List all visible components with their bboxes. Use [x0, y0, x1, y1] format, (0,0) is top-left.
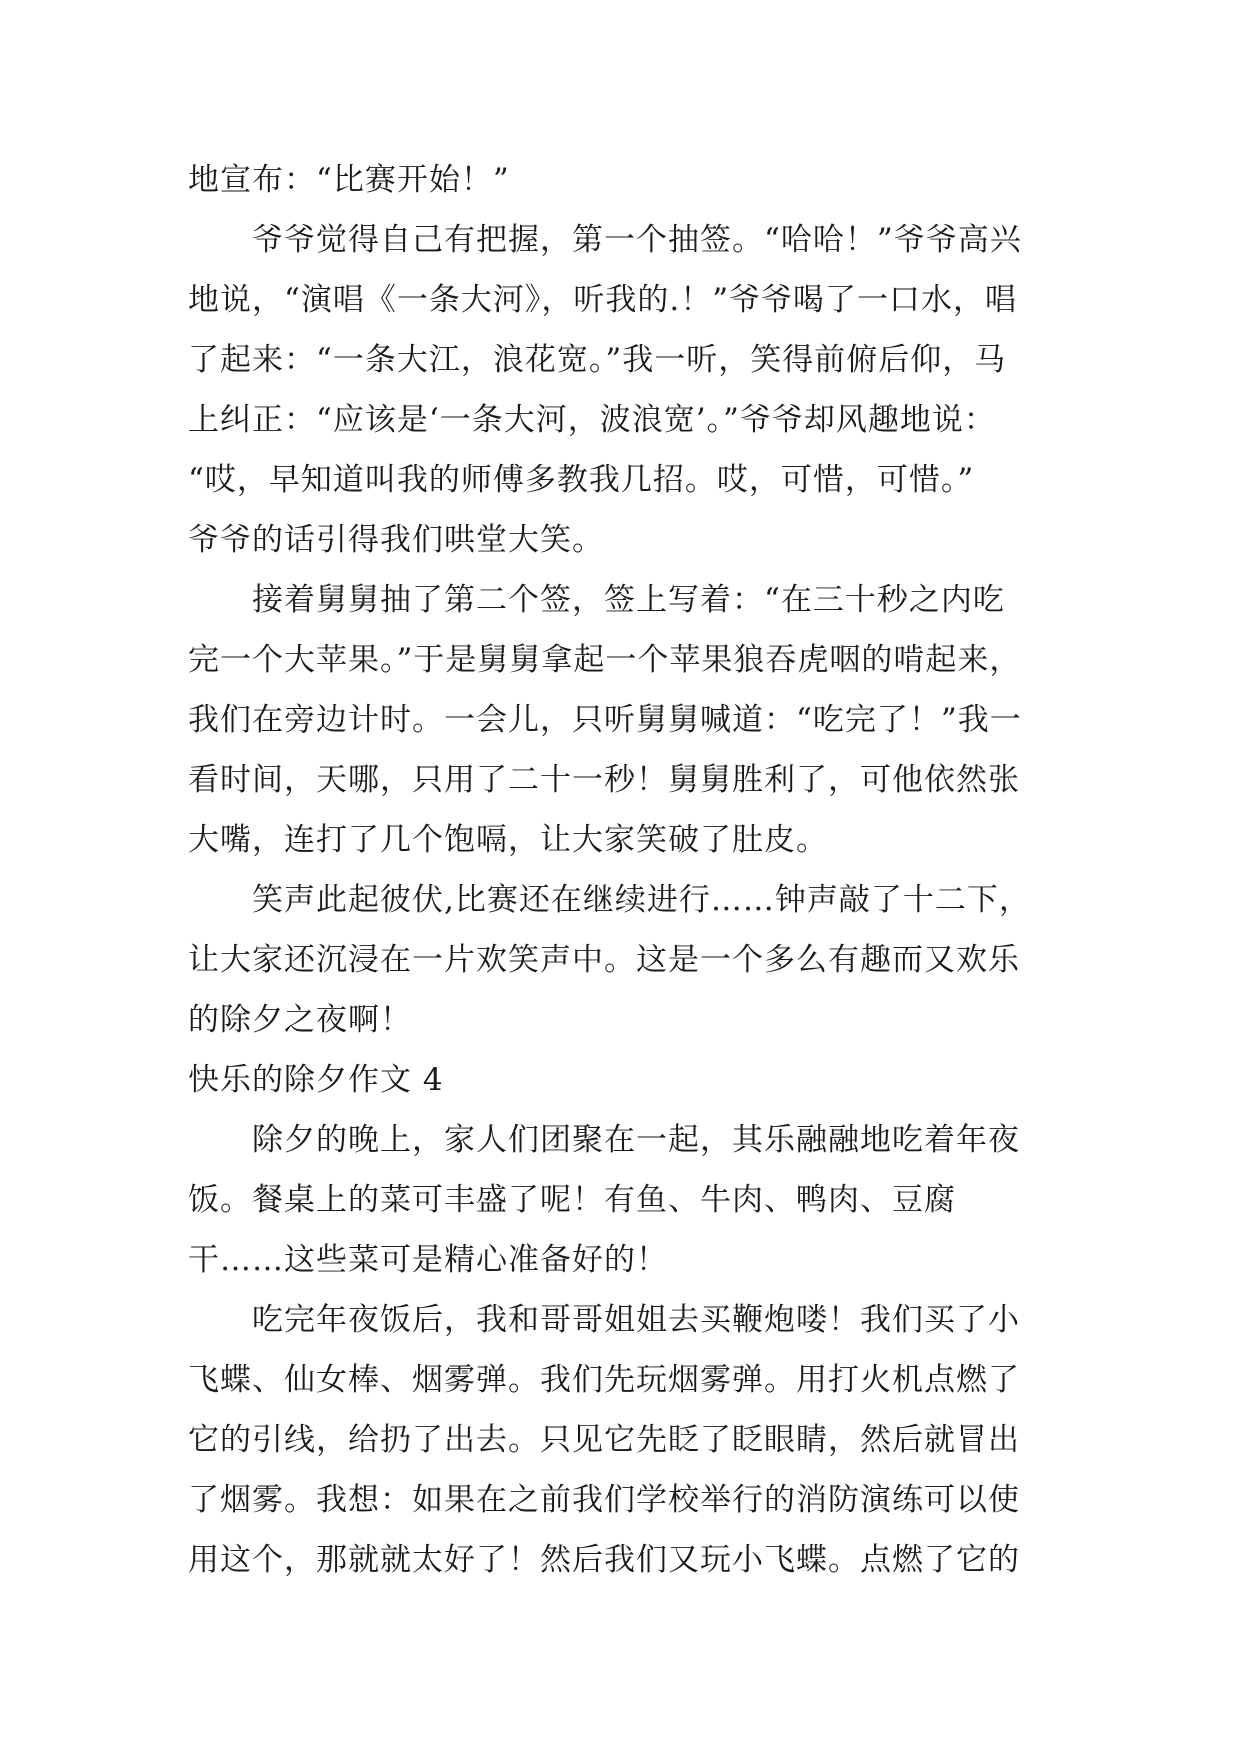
text-line: 我们在旁边计时。一会儿，只听舅舅喊道：“吃完了！”我一	[188, 702, 1022, 738]
paragraph-start-line: 除夕的晚上，家人们团聚在一起，其乐融融地吃着年夜	[252, 1122, 1020, 1158]
text-line: 飞蝶、仙女棒、烟雾弹。我们先玩烟雾弹。用打火机点燃了	[188, 1362, 1020, 1398]
text-line: “哎，早知道叫我的师傅多教我几招。哎，可惜，可惜。”	[188, 462, 975, 498]
text-line: 爷爷的话引得我们哄堂大笑。	[188, 522, 604, 558]
text-line: 地说，“演唱《一条大河》，听我的.！”爷爷喝了一口水，唱	[188, 282, 1018, 318]
paragraph-start-line: 吃完年夜饭后，我和哥哥姐姐去买鞭炮喽！我们买了小	[252, 1302, 1020, 1338]
text-line: 了烟雾。我想：如果在之前我们学校举行的消防演练可以使	[188, 1482, 1020, 1518]
text-line: 上纠正：“应该是‘一条大河，波浪宽’。”爷爷却风趣地说：	[188, 402, 996, 438]
text-line: 饭。餐桌上的菜可丰盛了呢！有鱼、牛肉、鸭肉、豆腐	[188, 1182, 956, 1218]
text-line: 干……这些菜可是精心准备好的！	[188, 1242, 668, 1278]
text-line: 它的引线，给扔了出去。只见它先眨了眨眼睛，然后就冒出	[188, 1422, 1020, 1458]
paragraph-start-line: 接着舅舅抽了第二个签，签上写着：“在三十秒之内吃	[252, 582, 1005, 618]
document-body	[188, 150, 1088, 1590]
text-line: 了起来：“一条大江，浪花宽。”我一听，笑得前俯后仰，马	[188, 342, 1007, 378]
text-line: 大嘴，连打了几个饱嗝，让大家笑破了肚皮。	[188, 822, 828, 858]
text-line: 地宣布：“比赛开始！”	[188, 162, 510, 198]
section-heading: 快乐的除夕作文 4	[188, 1062, 444, 1098]
text-line: 看时间，天哪，只用了二十一秒！舅舅胜利了，可他依然张	[188, 762, 1020, 798]
text-line: 用这个，那就就太好了！然后我们又玩小飞蝶。点燃了它的	[188, 1542, 1020, 1578]
text-line: 的除夕之夜啊！	[188, 1002, 412, 1038]
text-line: 完一个大苹果。”于是舅舅拿起一个苹果狼吞虎咽的啃起来，	[188, 642, 1022, 678]
paragraph-start-line: 爷爷觉得自己有把握，第一个抽签。“哈哈！”爷爷高兴	[252, 222, 1022, 258]
paragraph-start-line: 笑声此起彼伏,比赛还在继续进行……钟声敲了十二下，	[252, 882, 1031, 918]
text-line: 让大家还沉浸在一片欢笑声中。这是一个多么有趣而又欢乐	[188, 942, 1020, 978]
